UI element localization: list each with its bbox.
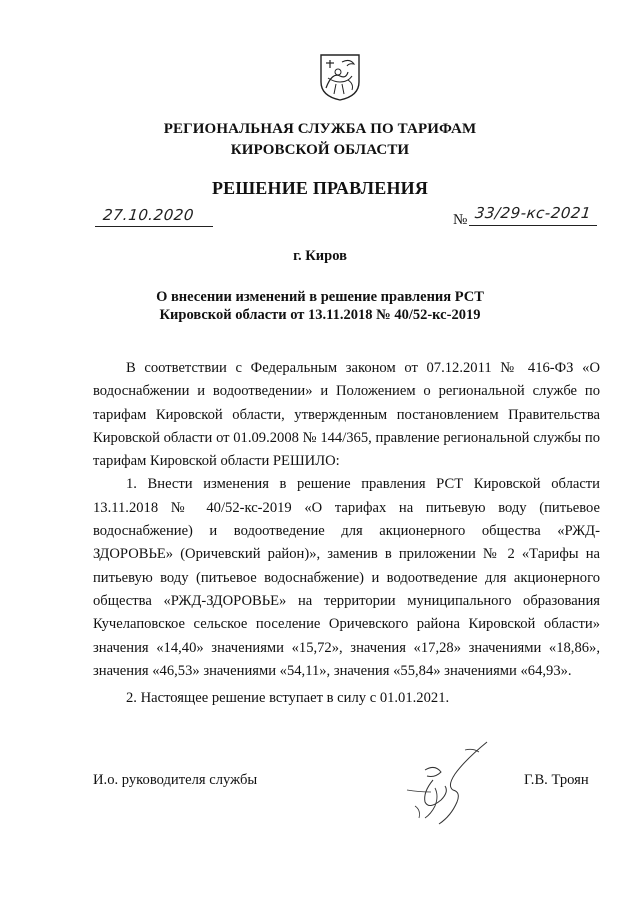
document-title: РЕШЕНИЕ ПРАВЛЕНИЯ xyxy=(211,178,429,198)
document-body xyxy=(93,357,600,710)
date-underline xyxy=(95,226,213,227)
number-underline xyxy=(469,225,597,226)
organization-name-line-1: РЕГИОНАЛЬНАЯ СЛУЖБА ПО ТАРИФАМ xyxy=(163,121,477,137)
document-date: 27.10.2020 xyxy=(102,206,195,224)
signatory-position: И.о. руководителя службы xyxy=(93,772,258,788)
handwritten-signature-icon xyxy=(395,740,495,832)
decision-item-2: 2. Настоящее решение вступает в силу с 01.01.2021. xyxy=(126,690,450,707)
signatory-name: Г.В. Троян xyxy=(524,772,589,788)
number-sign: № xyxy=(453,212,468,228)
document-subject: О внесении изменений в решение правления РСТ Кировской области от 13.11.2018 № 40/52-кс-2019 xyxy=(156,289,484,323)
document-city: г. Киров xyxy=(293,248,347,264)
preamble-paragraph: В соответствии с Федеральным законом от 07.12.2011 № 416-ФЗ «О водоснабжении и водоотведении» и Положением о региональной службе по тарифам Кировской области, утвержденным постановлением Правительства Кировской области от 01.09.2008 № 144/365, правление региональной службы по тарифам Кировской области РЕШИЛО: xyxy=(93,360,600,470)
coat-of-arms-icon xyxy=(318,52,362,102)
organization-name-line-2: КИРОВСКОЙ ОБЛАСТИ xyxy=(230,142,410,158)
document-number: 33/29-кс-2021 xyxy=(474,204,592,222)
decision-item-1: 1. Внести изменения в решение правления РСТ Кировской области 13.11.2018 № 40/52-кс-2019 «О тарифах на питьевую воду (питьевое водоснабжение) и водоотведение для акционерного общества «РЖД-ЗДОРОВЬЕ» (Оричевский район)», заменив в приложении № 2 «Тарифы на питьевую воду (питьевое водоснабжение) и водоотведение для акционерного общества «РЖД-ЗДОРОВЬЕ» на территории муниципального образования Кучелаповское сельское поселение Оричевского района Кировской области» значения «14,40» значениями «15,72», значения «17,28» значениями «18,86», значения «46,53» значениями «54,11», значения «55,84» значениями «64,93». xyxy=(93,476,600,679)
